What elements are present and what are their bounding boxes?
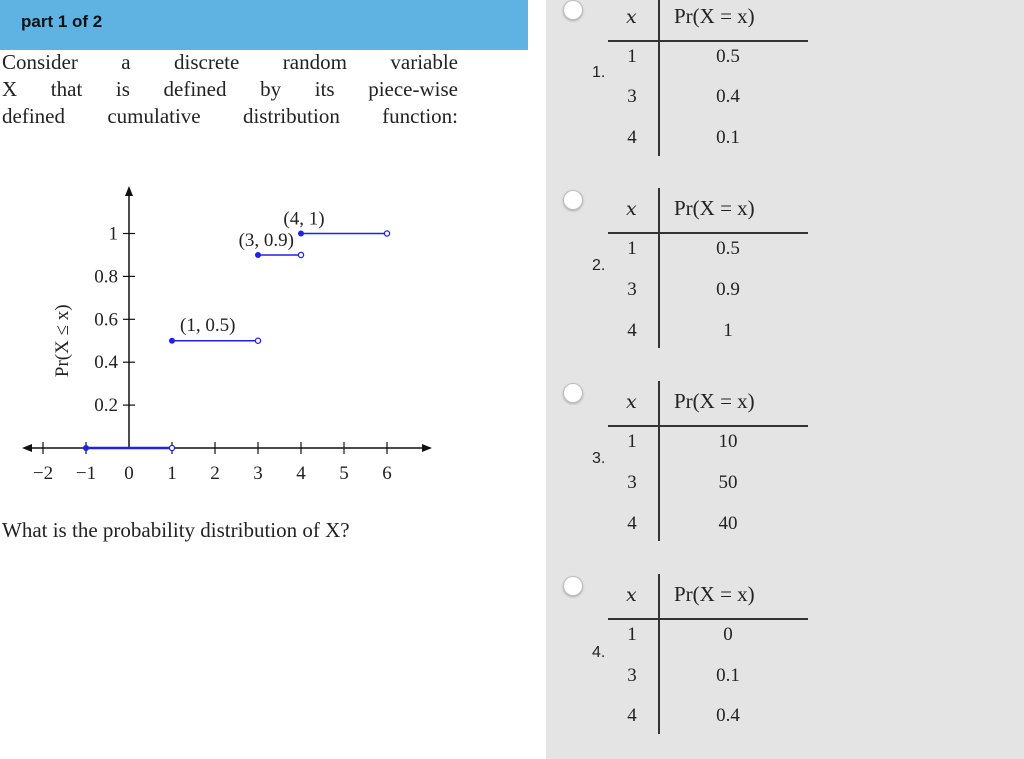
part-header — [0, 0, 528, 50]
question-text — [2, 49, 458, 130]
header-probability: Pr(X = x) — [674, 582, 755, 606]
header-probability: Pr(X = x) — [674, 4, 755, 28]
table-divider — [658, 381, 660, 541]
cell-x: 1 — [627, 238, 637, 259]
table-divider — [608, 618, 808, 620]
question-line: defined cumulative distribution function: — [2, 104, 458, 128]
header-x: x — [626, 198, 637, 220]
part-label: part 1 of 2 — [21, 12, 103, 31]
x-tick-label: 2 — [210, 463, 220, 484]
y-tick-label: 0.8 — [94, 266, 118, 288]
cell-x: 4 — [627, 513, 637, 534]
y-axis-label: Pr(X ≤ x) — [52, 304, 73, 378]
option-number: 4. — [592, 644, 606, 661]
header-probability: Pr(X = x) — [674, 196, 755, 220]
closed-point — [169, 338, 175, 344]
cell-probability: 0.5 — [716, 46, 740, 67]
x-tick-label: 0 — [124, 463, 134, 484]
closed-point — [255, 252, 261, 258]
table-divider — [658, 0, 660, 156]
question-line: Consider a discrete random variable — [2, 50, 458, 74]
open-point — [255, 338, 260, 343]
open-point — [384, 231, 389, 236]
answer-option-4[interactable] — [546, 576, 1024, 746]
y-tick-label: 0.6 — [94, 309, 118, 331]
cell-x: 1 — [627, 431, 637, 452]
x-tick-label: 3 — [253, 463, 263, 484]
y-axis-arrow — [125, 186, 133, 196]
x-tick-label: 5 — [339, 463, 349, 484]
cell-probability: 0.1 — [716, 127, 740, 148]
header-x: x — [626, 584, 637, 606]
cell-probability: 0.4 — [716, 86, 740, 107]
x-tick-label: 1 — [167, 463, 177, 484]
x-axis-arrow — [22, 444, 32, 452]
open-point — [298, 252, 303, 257]
cell-x: 3 — [627, 665, 637, 686]
cell-probability: 0.5 — [716, 238, 740, 259]
radio-button[interactable] — [563, 190, 583, 210]
y-tick-label: 1 — [108, 223, 118, 245]
closed-point — [298, 231, 304, 237]
cell-probability: 0.1 — [716, 665, 740, 686]
table-divider — [658, 574, 660, 734]
question-line: X that is defined by its piece-wise — [2, 77, 458, 101]
point-annotation: (4, 1) — [283, 208, 325, 230]
question-ask: What is the probability distribution of X? — [2, 518, 350, 542]
cell-x: 3 — [627, 472, 637, 493]
closed-point — [83, 445, 89, 451]
cell-x: 4 — [627, 127, 637, 148]
cell-probability: 0.4 — [716, 705, 740, 726]
header-x: x — [626, 6, 637, 28]
radio-button[interactable] — [563, 0, 583, 20]
radio-button[interactable] — [563, 576, 583, 596]
cell-x: 1 — [627, 46, 637, 67]
header-probability: Pr(X = x) — [674, 389, 755, 413]
option-number: 2. — [592, 257, 606, 274]
cell-probability: 50 — [718, 472, 738, 493]
point-annotation: (3, 0.9) — [238, 229, 294, 251]
answer-options-panel — [546, 0, 1024, 759]
cell-x: 4 — [627, 320, 637, 341]
cell-probability: 10 — [718, 431, 738, 452]
option-number: 1. — [592, 64, 606, 81]
option-number: 3. — [592, 450, 606, 467]
cell-x: 3 — [627, 279, 637, 300]
cell-x: 1 — [627, 624, 637, 645]
cell-probability: 0 — [723, 624, 733, 645]
table-divider — [608, 232, 808, 234]
cell-probability: 0.9 — [716, 279, 740, 300]
table-divider — [658, 188, 660, 348]
answer-option-1[interactable] — [546, 0, 1024, 170]
answer-option-3[interactable] — [546, 383, 1024, 553]
x-tick-label: 4 — [296, 463, 306, 484]
cell-x: 3 — [627, 86, 637, 107]
cell-probability: 40 — [718, 513, 738, 534]
radio-button[interactable] — [563, 383, 583, 403]
y-tick-label: 0.4 — [94, 352, 118, 374]
open-point — [169, 445, 174, 450]
y-tick-label: 0.2 — [94, 395, 118, 417]
table-divider — [608, 425, 808, 427]
x-axis-arrow — [422, 444, 432, 452]
header-x: x — [626, 391, 637, 413]
point-annotation: (1, 0.5) — [180, 314, 236, 336]
table-divider — [608, 40, 808, 42]
x-tick-label: 6 — [382, 463, 392, 484]
cell-probability: 1 — [723, 320, 733, 341]
x-tick-label: −2 — [32, 463, 54, 484]
cell-x: 4 — [627, 705, 637, 726]
answer-option-2[interactable] — [546, 190, 1024, 360]
x-tick-label: −1 — [75, 463, 97, 484]
cdf-chart — [0, 180, 450, 500]
